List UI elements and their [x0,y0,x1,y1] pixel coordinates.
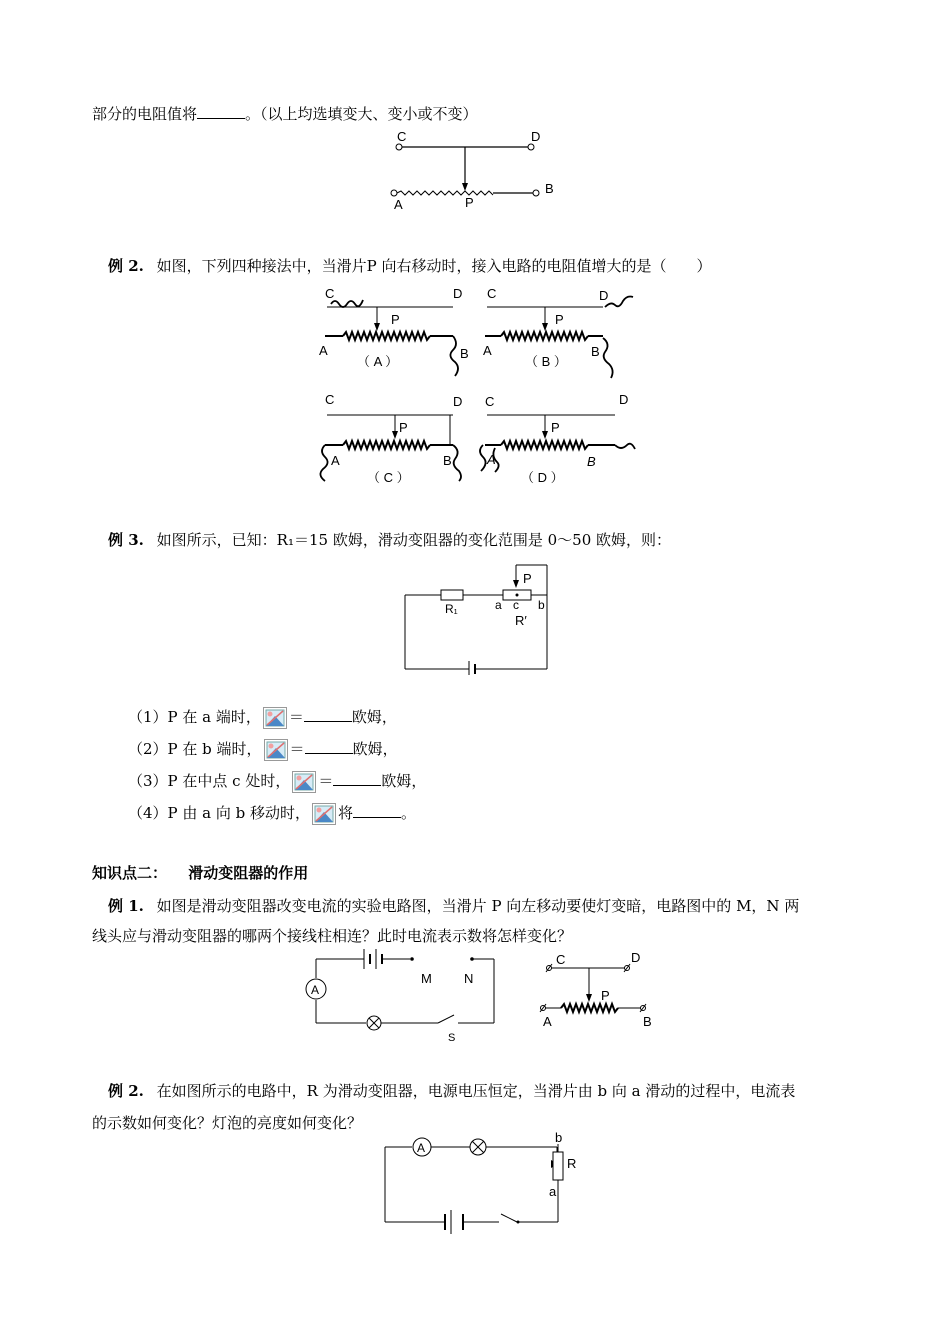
label-d: D [631,950,641,965]
option-d-diagram [480,392,635,485]
label-p: P [601,988,610,1003]
label-r-prime: R′ [515,613,527,628]
label-b: B [643,1014,652,1029]
rheostat-figure-1 [385,125,565,215]
answer-blank [305,739,353,754]
answer-blank [304,707,352,722]
option-c-diagram [320,392,462,485]
example-text: 如图所示，已知：R₁＝15 欧姆，滑动变阻器的变化范围是 0～50 欧姆，则： [156,531,672,549]
section-heading [92,863,308,883]
label-c: c [513,598,519,612]
kp2-example-1-line-2 [92,926,572,946]
image-icon [312,803,336,825]
label-d: D [599,288,609,303]
label-a: A [543,1014,552,1029]
answer-blank [353,803,401,818]
example-label: 例 1. [108,897,144,915]
rheostat-options-figure [315,280,645,495]
label-c: C [485,394,495,409]
example-text: 的示数如何变化？灯泡的亮度如何变化？ [92,1114,363,1132]
label-c: C [325,286,335,301]
intro-suffix: 。（以上均选填变大、变小或不变） [245,105,478,123]
label-b: B [587,454,596,469]
label-b: b [555,1130,563,1145]
kp2-example-1-line-1 [108,896,799,916]
answer-blank [197,104,245,119]
answer-blank [333,771,381,786]
circuit-figure-3 [395,555,560,675]
example-text: 如图，下列四种接法中，当滑片P 向右移动时，接入电路的电阻值增大的是（ ） [156,257,712,275]
option-b-label: （ B ） [525,354,567,369]
label-p: P [523,571,532,586]
label-b: b [538,598,545,612]
kp2-example-2-line-1 [108,1081,795,1101]
fig1-label-a: A [394,197,403,212]
intro-prefix: 部分的电阻值将 [92,105,198,123]
intro-line [92,104,478,124]
label-d: D [619,392,629,407]
label-a: a [495,598,502,612]
label-p: P [391,312,400,327]
example-3-question [108,530,671,550]
option-d-label: （ D ） [521,470,564,485]
question-1: （1）P 在 a 端时， ＝ 欧姆， [128,705,397,729]
label-c: C [556,952,566,967]
label-d: D [453,394,463,409]
example-label: 例 3. [108,531,144,549]
label-d: D [453,286,463,301]
example-text: 如图是滑动变阻器改变电流的实验电路图，当滑片 P 向左移动要使灯变暗，电路图中的 M，N 两 [156,897,800,915]
fig1-label-p: P [465,195,474,210]
image-icon [264,739,288,761]
example-label: 例 2. [108,1082,144,1100]
label-a: A [319,343,328,358]
circuit-figure-4 [298,945,508,1045]
label-b: B [443,453,452,468]
fig1-label-c: C [397,129,407,144]
section-title: 滑动变阻器的作用 [188,864,309,882]
label-p: P [399,420,408,435]
ammeter-label: A [417,1141,426,1155]
section-label: 知识点二： [92,864,168,882]
fig1-label-d: D [531,129,541,144]
image-icon [263,707,287,729]
circuit-figure-6 [375,1130,590,1235]
label-c: C [487,286,497,301]
example-text: 在如图所示的电路中，R 为滑动变阻器，电源电压恒定，当滑片由 b 向 a 滑动的过程中，电流表 [156,1082,796,1100]
image-icon [292,771,316,793]
label-a: A [487,452,496,467]
example-text: 线头应与滑动变阻器的哪两个接线柱相连？此时电流表示数将怎样变化？ [92,927,573,945]
fig1-label-b: B [545,181,554,196]
label-s: S [448,1032,456,1044]
label-r: R [567,1156,577,1171]
label-b: B [591,344,600,359]
option-a-diagram [319,286,469,376]
option-a-label: （ A ） [357,354,399,369]
option-c-label: （ C ） [367,470,410,485]
kp2-example-2-line-2 [92,1113,362,1133]
question-2: （2）P 在 b 端时， ＝ 欧姆， [128,737,398,761]
ammeter-label: A [311,983,320,997]
example-2-question [108,256,712,276]
rheostat-figure-5 [535,948,660,1030]
label-b: B [460,346,469,361]
example-label: 例 2. [108,257,144,275]
label-p: P [551,420,560,435]
label-a: A [331,453,340,468]
label-r1: R₁ [445,602,458,616]
question-4: （4）P 由 a 向 b 移动时， 将 。 [128,801,416,825]
question-3: （3）P 在中点 c 处时， ＝ 欧姆， [128,769,426,793]
label-m: M [421,971,432,986]
label-n: N [464,971,474,986]
label-a: A [483,343,492,358]
label-p: P [555,312,564,327]
option-b-diagram [483,286,633,378]
label-a: a [549,1184,557,1199]
label-c: C [325,392,335,407]
